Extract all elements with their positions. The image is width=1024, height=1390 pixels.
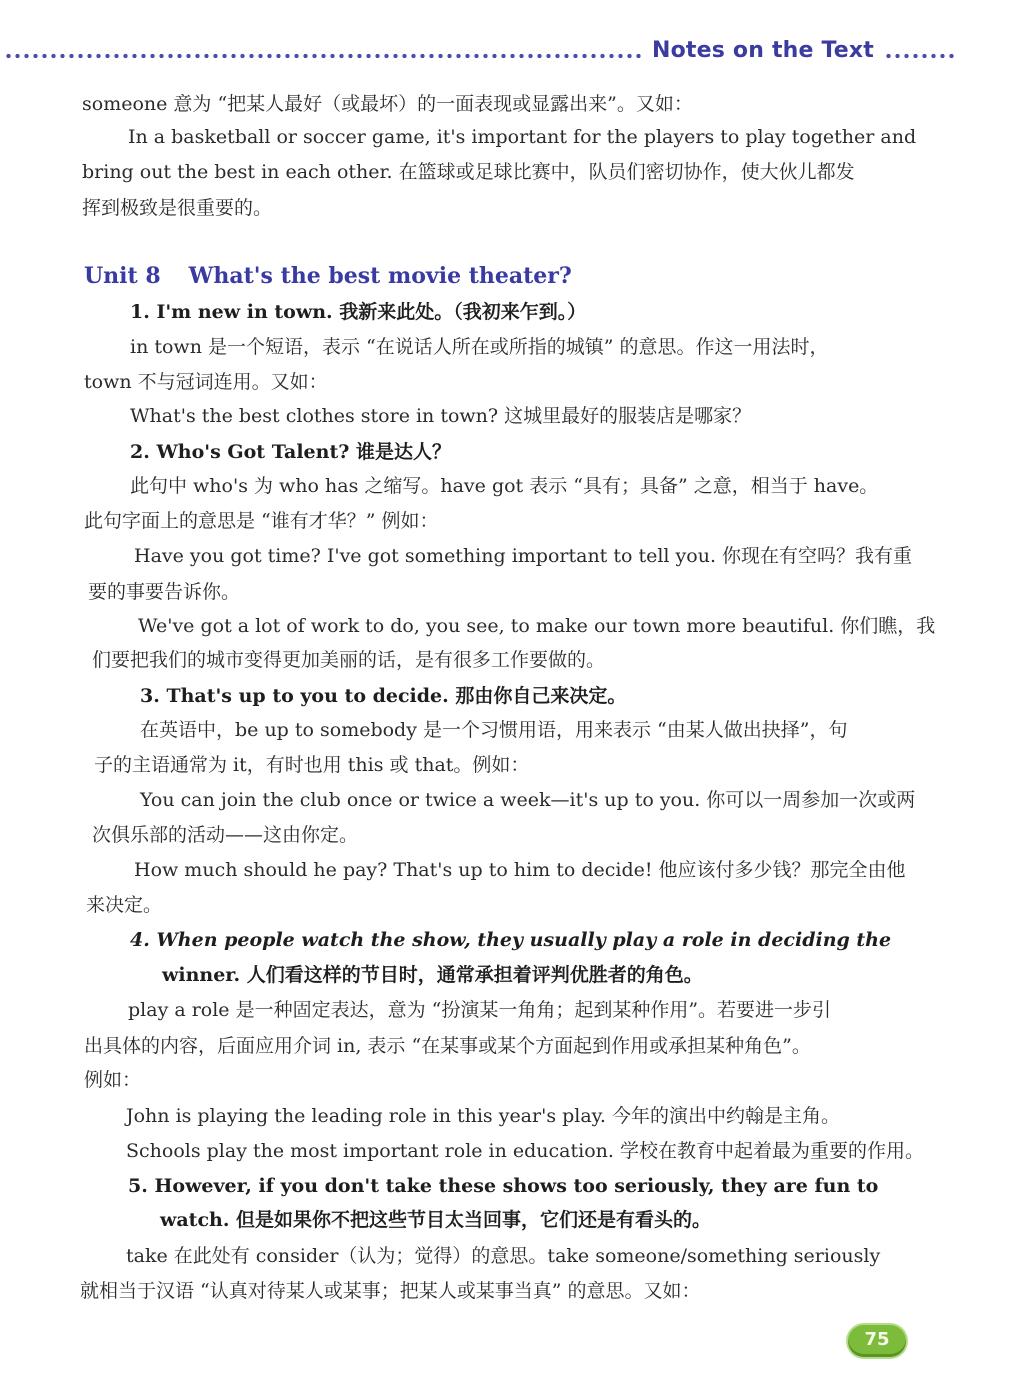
text-line: play a role 是一种固定表达，意为 “扮演某一角角；起到某种作用”。若要进一步引	[128, 999, 832, 1021]
dotted-rule-right	[884, 53, 956, 59]
example-line: 要的事要告诉你。	[88, 581, 241, 603]
text-line: 例如：	[84, 1069, 142, 1091]
example-line: bring out the best in each other. 在篮球或足球比赛中，队员们密切协作，使大伙儿都发	[82, 161, 855, 183]
text-line: 出具体的内容，后面应用介词 in, 表示 “在某事或某个方面起到作用或承担某种角色”。	[84, 1035, 811, 1057]
example-line: 挥到极致是很重要的。	[82, 197, 273, 219]
example-line: What's the best clothes store in town? 这城里最好的服装店是哪家？	[130, 405, 752, 427]
page-number-badge	[848, 1325, 906, 1357]
page-number: 75	[864, 1329, 890, 1350]
header-title: Notes on the Text	[652, 38, 875, 63]
note-heading-1: 1. I'm new in town. 我新来此处。（我初来乍到。）	[130, 301, 587, 323]
note-heading-4: 4. When people watch the show, they usually play a role in deciding the	[130, 929, 892, 951]
text-line: 此句字面上的意思是 “谁有才华？” 例如：	[84, 510, 439, 532]
example-line: 次俱乐部的活动——这由你定。	[92, 824, 359, 846]
example-line: Have you got time? I've got something important to tell you. 你现在有空吗？我有重	[134, 545, 913, 567]
example-line: In a basketball or soccer game, it's important for the players to play together and	[128, 126, 917, 148]
example-line: How much should he pay? That's up to him to decide! 他应该付多少钱？那完全由他	[134, 859, 906, 881]
note-heading-4-cont: winner. 人们看这样的节目时，通常承担着评判优胜者的角色。	[162, 964, 703, 986]
text-line: 在英语中，be up to somebody 是一个习惯用语，用来表示 “由某人做出抉择”，句	[140, 719, 848, 741]
example-line: John is playing the leading role in this year's play. 今年的演出中约翰是主角。	[126, 1105, 840, 1127]
example-line: 来决定。	[86, 894, 163, 916]
example-line: You can join the club once or twice a week—it's up to you. 你可以一周参加一次或两	[140, 789, 916, 811]
text-line: someone 意为 “把某人最好（或最坏）的一面表现或显露出来”。又如：	[82, 93, 693, 115]
unit-title: What's the best movie theater?	[188, 263, 572, 289]
example-line: We've got a lot of work to do, you see, to make our town more beautiful. 你们瞧，我	[138, 615, 936, 637]
text-line: 此句中 who's 为 who has 之缩写。have got 表示 “具有；具备” 之意，相当于 have。	[130, 475, 879, 497]
unit-heading	[84, 263, 572, 289]
text-line: take 在此处有 consider（认为；觉得）的意思。take someone/something seriously	[126, 1245, 881, 1267]
note-heading-5: 5. However, if you don't take these shows too seriously, they are fun to	[128, 1175, 879, 1197]
example-line: 们要把我们的城市变得更加美丽的话，是有很多工作要做的。	[92, 649, 606, 671]
unit-number: Unit 8	[84, 263, 161, 289]
text-line: 就相当于汉语 “认真对待某人或某事；把某人或某事当真” 的意思。又如：	[80, 1280, 701, 1302]
note-heading-5-cont: watch. 但是如果你不把这些节目太当回事，它们还是有看头的。	[160, 1209, 712, 1231]
text-line: town 不与冠词连用。又如：	[84, 371, 328, 393]
note-heading-3: 3. That's up to you to decide. 那由你自己来决定。	[140, 685, 627, 707]
text-line: in town 是一个短语，表示 “在说话人所在或所指的城镇” 的意思。作这一用法时，	[130, 336, 829, 358]
text-line: 子的主语通常为 it，有时也用 this 或 that。例如：	[94, 754, 530, 776]
note-heading-2: 2. Who's Got Talent? 谁是达人？	[130, 441, 451, 463]
dotted-rule-left	[4, 53, 644, 59]
example-line: Schools play the most important role in education. 学校在教育中起着最为重要的作用。	[126, 1140, 924, 1162]
page-header	[0, 38, 1024, 66]
